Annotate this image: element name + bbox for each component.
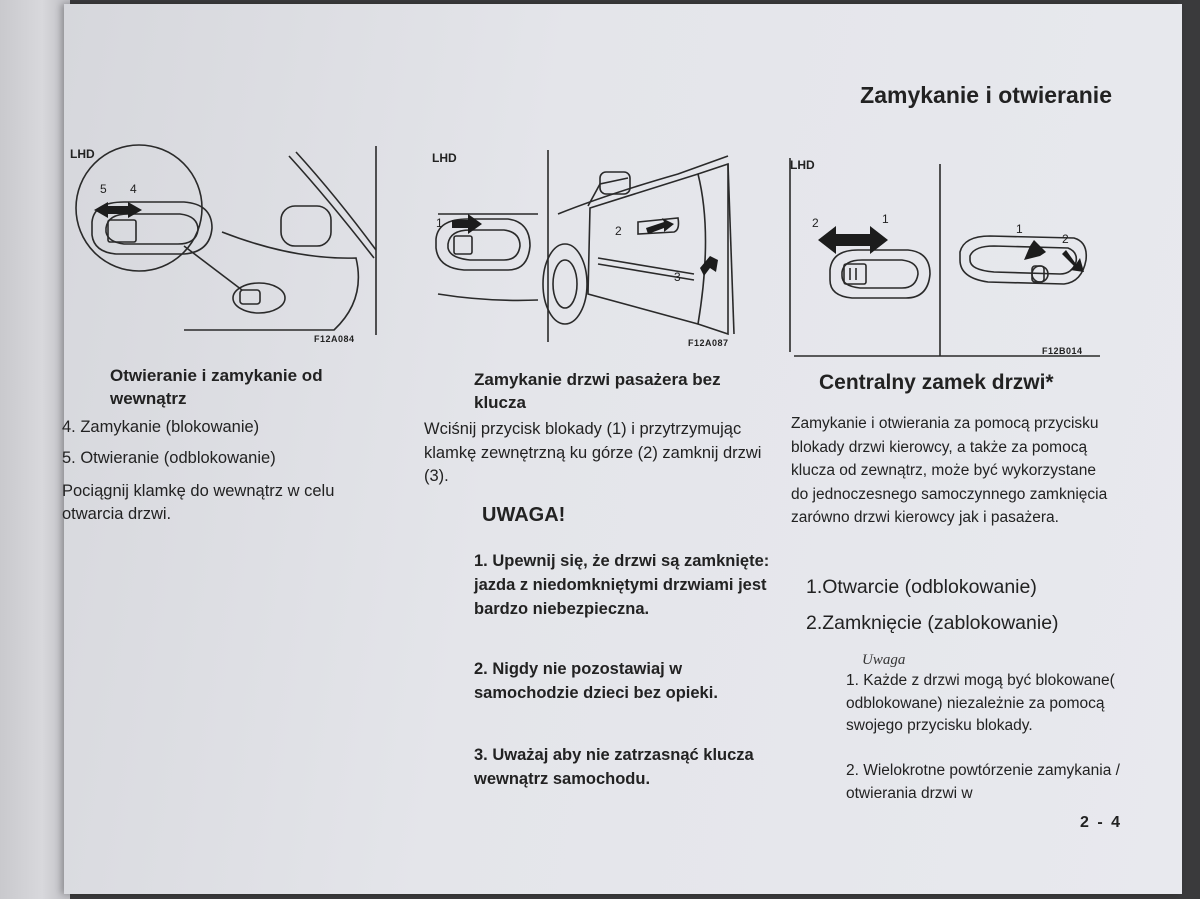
column-1-caption: Otwieranie i zamykanie od wewnątrz bbox=[110, 366, 323, 408]
warning-item-3: 3. Uważaj aby nie zatrzasnąć klucza wewnątrz samochodu. bbox=[474, 746, 754, 788]
note-item-2: 2. Wielokrotne powtórzenie zamykania / otwierania drzwi w bbox=[846, 762, 1120, 802]
figure-3-callout-2b: 2 bbox=[1062, 232, 1069, 246]
column-3-item-1: 1.Otwarcie (odblokowanie) bbox=[806, 576, 1037, 598]
manual-page bbox=[64, 4, 1182, 894]
figure-2-label: LHD bbox=[432, 151, 457, 165]
figure-3-callout-1b: 1 bbox=[1016, 222, 1023, 236]
previous-page-edge bbox=[0, 0, 70, 899]
column-3-item-2: 2.Zamknięcie (zablokowanie) bbox=[806, 612, 1059, 634]
column-2-text: Wciśnij przycisk blokady (1) i przytrzymując klamkę zewnętrzną ku górze (2) zamknij drzwi (3). bbox=[424, 420, 762, 485]
inner-handle-illustration bbox=[64, 140, 384, 350]
column-1-item: 5. Otwieranie (odblokowanie) bbox=[62, 449, 276, 467]
note-label: Uwaga bbox=[862, 652, 906, 668]
figure-1-label: LHD bbox=[70, 147, 95, 161]
figure-door-lock bbox=[428, 144, 740, 344]
column-1-text: Pociągnij klamkę do wewnątrz w celu otwarcia drzwi. bbox=[62, 482, 335, 523]
warning-item-2: 2. Nigdy nie pozostawiaj w samochodzie dzieci bez opieki. bbox=[474, 660, 718, 702]
column-2-caption: Zamykanie drzwi pasażera bez klucza bbox=[474, 370, 721, 412]
figure-3-callout-2a: 2 bbox=[812, 216, 819, 230]
figure-3-callout-1a: 1 bbox=[882, 212, 889, 226]
column-1-item: 4. Zamykanie (blokowanie) bbox=[62, 418, 260, 436]
figure-2-callout-2: 2 bbox=[615, 224, 622, 238]
warning-item-1: 1. Upewnij się, że drzwi są zamknięte: jazda z niedomkniętymi drzwiami jest bardzo niebezpieczna. bbox=[474, 552, 770, 618]
page-number: 2 - 4 bbox=[1080, 814, 1123, 831]
figure-3-label: LHD bbox=[790, 158, 815, 172]
door-lock-illustration bbox=[428, 144, 740, 344]
warning-title: UWAGA! bbox=[482, 504, 566, 526]
column-3-text: Zamykanie i otwierania za pomocą przycisku blokady drzwi kierowcy, a także za pomocą klucza od zewnątrz, może być wykorzystane do jednoczesnego samoczynnego zamknięcia zarówno drzwi kierowcy jak i pasażera. bbox=[791, 415, 1108, 526]
figure-1-code: F12A084 bbox=[314, 334, 355, 344]
central-lock-illustration bbox=[784, 152, 1104, 362]
column-1-items bbox=[62, 414, 382, 471]
figure-3-code: F12B014 bbox=[1042, 346, 1083, 356]
figure-2-callout-1: 1 bbox=[436, 216, 443, 230]
column-3-title: Centralny zamek drzwi* bbox=[819, 371, 1054, 394]
page-header-title: Zamykanie i otwieranie bbox=[860, 82, 1112, 108]
figure-1-callout-5: 5 bbox=[100, 182, 107, 196]
figure-2-code: F12A087 bbox=[688, 338, 729, 348]
note-item-1: 1. Każde z drzwi mogą być blokowane( odblokowane) niezależnie za pomocą swojego przycisku blokady. bbox=[846, 672, 1115, 734]
figure-1-callout-4: 4 bbox=[130, 182, 137, 196]
figure-central-lock bbox=[784, 152, 1104, 362]
figure-inner-handle bbox=[64, 140, 384, 350]
figure-2-callout-3: 3 bbox=[674, 270, 681, 284]
